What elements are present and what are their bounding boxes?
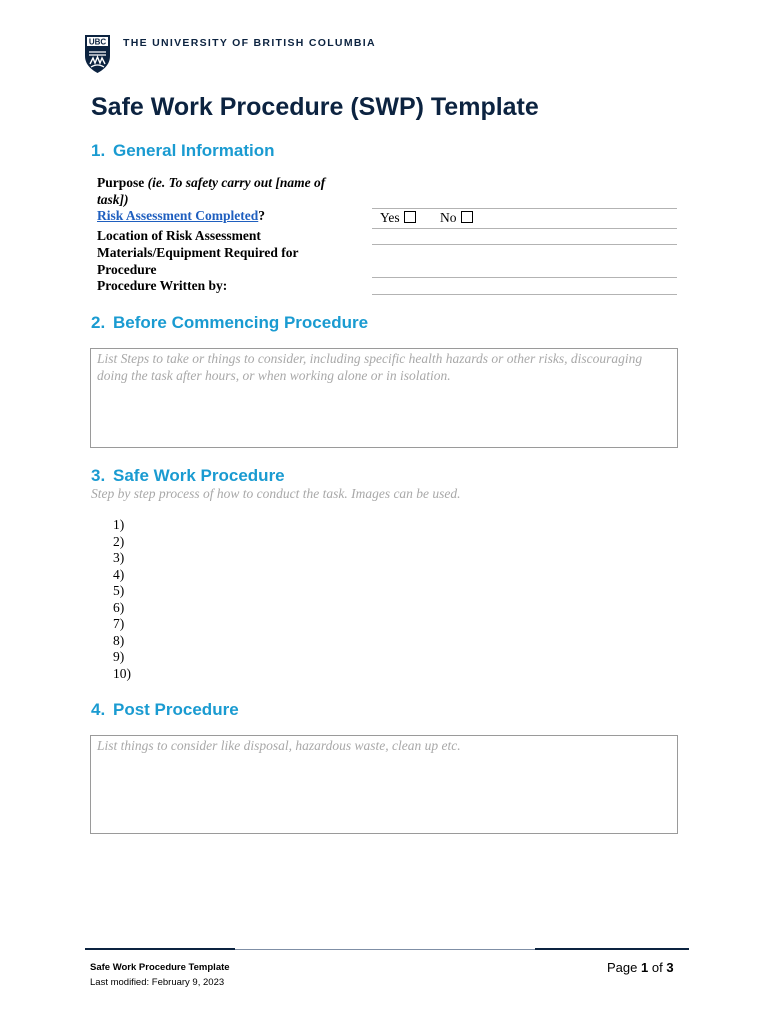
page-total: 3 — [666, 960, 674, 975]
risk-assessment-link[interactable]: Risk Assessment Completed — [97, 208, 259, 223]
post-procedure-placeholder: List things to consider like disposal, hazardous waste, clean up etc. — [97, 738, 461, 753]
logo-text: UBC — [88, 37, 107, 47]
step-item[interactable]: 2) — [113, 533, 125, 549]
page-title: Safe Work Procedure (SWP) Template — [91, 93, 539, 121]
section-3-number: 3. — [91, 466, 106, 485]
no-label: No — [440, 210, 457, 225]
location-label: Location of Risk Assessment — [97, 228, 261, 243]
page-word: Page — [607, 960, 638, 975]
step-item[interactable]: 4) — [113, 566, 125, 582]
footer-rule-left — [85, 948, 235, 950]
step-item[interactable]: 1) — [113, 517, 125, 532]
step-item[interactable]: 7) — [113, 616, 125, 631]
purpose-hint: (ie. To safety carry out [name of task]) — [97, 175, 326, 207]
step-item[interactable]: 5) — [113, 583, 125, 598]
location-field[interactable] — [372, 244, 677, 245]
page-number — [607, 960, 674, 975]
before-procedure-textbox[interactable] — [90, 348, 678, 448]
section-4-heading — [91, 700, 239, 720]
section-1-number: 1. — [91, 141, 106, 160]
footer-doc-name: Safe Work Procedure Template — [90, 962, 230, 973]
section-4-title: Post Procedure — [113, 700, 239, 719]
footer-rule-right — [535, 948, 689, 950]
no-option[interactable] — [440, 210, 473, 226]
page-current: 1 — [641, 960, 649, 975]
yes-option[interactable] — [380, 210, 416, 226]
step-item[interactable]: 9) — [113, 649, 125, 664]
no-checkbox[interactable] — [461, 211, 473, 223]
section-1-heading — [91, 141, 275, 161]
purpose-label-text: Purpose — [97, 175, 145, 190]
yes-checkbox[interactable] — [404, 211, 416, 223]
step-item[interactable]: 8) — [113, 632, 125, 648]
step-item[interactable]: 10) — [113, 665, 131, 681]
written-by-field[interactable] — [372, 294, 677, 295]
procedure-steps-list — [113, 517, 131, 682]
before-procedure-placeholder: List Steps to take or things to consider, including specific health hazards or other risks, discouraging doing the task after hours, or when working alone or in isolation. — [97, 351, 643, 383]
written-by-label: Procedure Written by: — [97, 278, 228, 293]
section-2-title: Before Commencing Procedure — [113, 313, 369, 332]
section-3-heading — [91, 466, 285, 486]
university-name: THE UNIVERSITY OF BRITISH COLUMBIA — [123, 37, 376, 49]
step-item[interactable]: 6) — [113, 599, 125, 615]
materials-field[interactable] — [372, 277, 677, 278]
section-1-title: General Information — [113, 141, 275, 160]
section-3-title: Safe Work Procedure — [113, 466, 285, 485]
step-item[interactable]: 3) — [113, 550, 125, 565]
risk-assessment-suffix: ? — [258, 208, 266, 223]
page-of: of — [651, 960, 663, 975]
purpose-field[interactable] — [372, 208, 677, 209]
risk-assessment-field-rule — [372, 228, 677, 229]
materials-label: Materials/Equipment Required for Procedure — [97, 245, 299, 277]
yes-label: Yes — [380, 210, 400, 225]
post-procedure-textbox[interactable] — [90, 735, 678, 834]
purpose-label — [97, 175, 357, 208]
section-4-number: 4. — [91, 700, 106, 719]
footer-rule-middle — [235, 949, 535, 950]
footer-last-modified: Last modified: February 9, 2023 — [90, 977, 225, 988]
procedure-hint: Step by step process of how to conduct the task. Images can be used. — [91, 486, 461, 501]
section-2-number: 2. — [91, 313, 106, 332]
risk-assessment-row — [97, 208, 265, 225]
ubc-logo — [84, 34, 111, 74]
section-2-heading — [91, 313, 368, 333]
